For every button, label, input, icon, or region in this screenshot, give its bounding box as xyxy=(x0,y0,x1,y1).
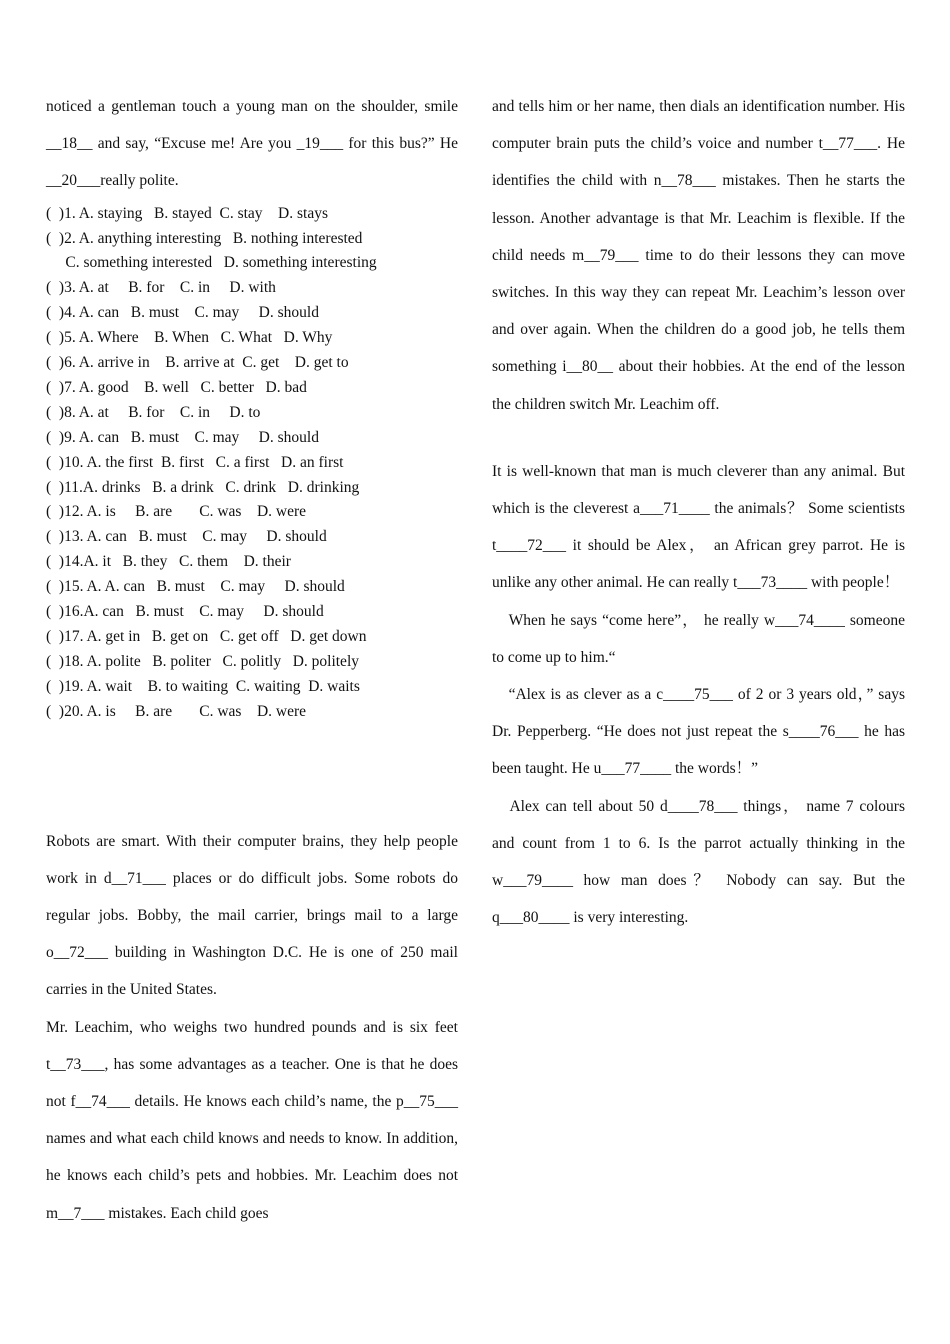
question-item: ( )15. A. A. can B. must C. may D. should xyxy=(46,578,345,596)
left-column xyxy=(46,88,458,1232)
question-item: ( )14.A. it B. they C. them D. their xyxy=(46,553,291,571)
robots-continued-paragraph: and tells him or her name, then dials an identification number. His computer brain puts the child’s voice and number t__77___. He identifies the child with n__78___ mistakes. Then he starts the lesson. Another advantage is that Mr. Leachim is flexible. If the child needs m__79___ time to do their lessons they can move switches. In this way they can repeat Mr. Leachim’s lesson over and over again. When the children do a good job, he tells them something i__80__ about their hobbies. At the end of the lesson the children switch Mr. Leachim off. xyxy=(492,98,905,413)
question-item: ( )20. A. is B. are C. was D. were xyxy=(46,702,307,720)
question-item: ( )8. A. at B. for C. in D. to xyxy=(46,403,261,421)
question-item: ( )13. A. can B. must C. may D. should xyxy=(46,528,327,546)
question-item: ( )10. A. the first B. first C. a first D. an first xyxy=(46,453,344,471)
intro-paragraph: noticed a gentleman touch a young man on the shoulder, smile __18__ and say, “Excuse me! Are you _19___ for this bus?” He __20___really polite. xyxy=(46,98,458,190)
question-list xyxy=(46,202,458,725)
right-column xyxy=(492,88,905,936)
question-item: ( )12. A. is B. are C. was D. were xyxy=(46,503,307,521)
question-item: ( )16.A. can B. must C. may D. should xyxy=(46,603,324,621)
question-item: ( )7. A. good B. well C. better D. bad xyxy=(46,378,307,396)
alex-paragraph-2: When he says “come here”， he really w___74____ someone to come up to him.“ xyxy=(492,611,905,666)
robots-paragraph-2: Mr. Leachim, who weighs two hundred pounds and is six feet t__73___, has some advantages as a teacher. One is that he does not f__74___ details. He knows each child’s name, the p__75___ names and what each child knows and needs to know. In addition, he knows each child’s pets and hobbies. Mr. Leachim does not m__7___ mistakes. Each child goes xyxy=(46,1018,458,1222)
question-item: ( )18. A. polite B. politer C. politly D. politely xyxy=(46,652,359,670)
question-item: ( )2. A. anything interesting B. nothing interested xyxy=(46,229,363,247)
question-item: C. something interested D. something interesting xyxy=(46,254,377,272)
question-item: ( )9. A. can B. must C. may D. should xyxy=(46,428,319,446)
question-item: ( )5. A. Where B. When C. What D. Why xyxy=(46,329,333,347)
robots-paragraph-1: Robots are smart. With their computer brains, they help people work in d__71___ places or do difficult jobs. Some robots do regular jobs. Bobby, the mail carrier, brings mail to a large o__72___ building in Washington D.C. He is one of 250 mail carries in the United States. xyxy=(46,832,458,999)
alex-paragraph-1: It is well-known that man is much cleverer than any animal. But which is the cleverest a___71____ the animals？ Some scientists t____72___ it should be Alex， an African grey parrot. He is unlike any other animal. He can really t___73____ with people！ xyxy=(492,462,905,592)
question-item: ( )19. A. wait B. to waiting C. waiting D. waits xyxy=(46,677,360,695)
question-item: ( )4. A. can B. must C. may D. should xyxy=(46,304,319,322)
alex-paragraph-3: “Alex is as clever as a c____75___ of 2 or 3 years old，” says Dr. Pepperberg. “He does not just repeat the s____76___ he has been taught. He u___77____ the words！” xyxy=(492,686,905,778)
question-item: ( )11.A. drinks B. a drink C. drink D. drinking xyxy=(46,478,360,496)
question-item: ( )6. A. arrive in B. arrive at C. get D. get to xyxy=(46,354,349,372)
question-item: ( )3. A. at B. for C. in D. with xyxy=(46,279,276,297)
question-item: ( )1. A. staying B. stayed C. stay D. stays xyxy=(46,204,328,222)
question-item: ( )17. A. get in B. get on C. get off D. get down xyxy=(46,628,367,646)
alex-paragraph-4: Alex can tell about 50 d____78___ things， name 7 colours and count from 1 to 6. Is the parrot actually thinking in the w___79____ how man does？ Nobody can say. But the q___80____ is very interesting. xyxy=(492,797,905,927)
